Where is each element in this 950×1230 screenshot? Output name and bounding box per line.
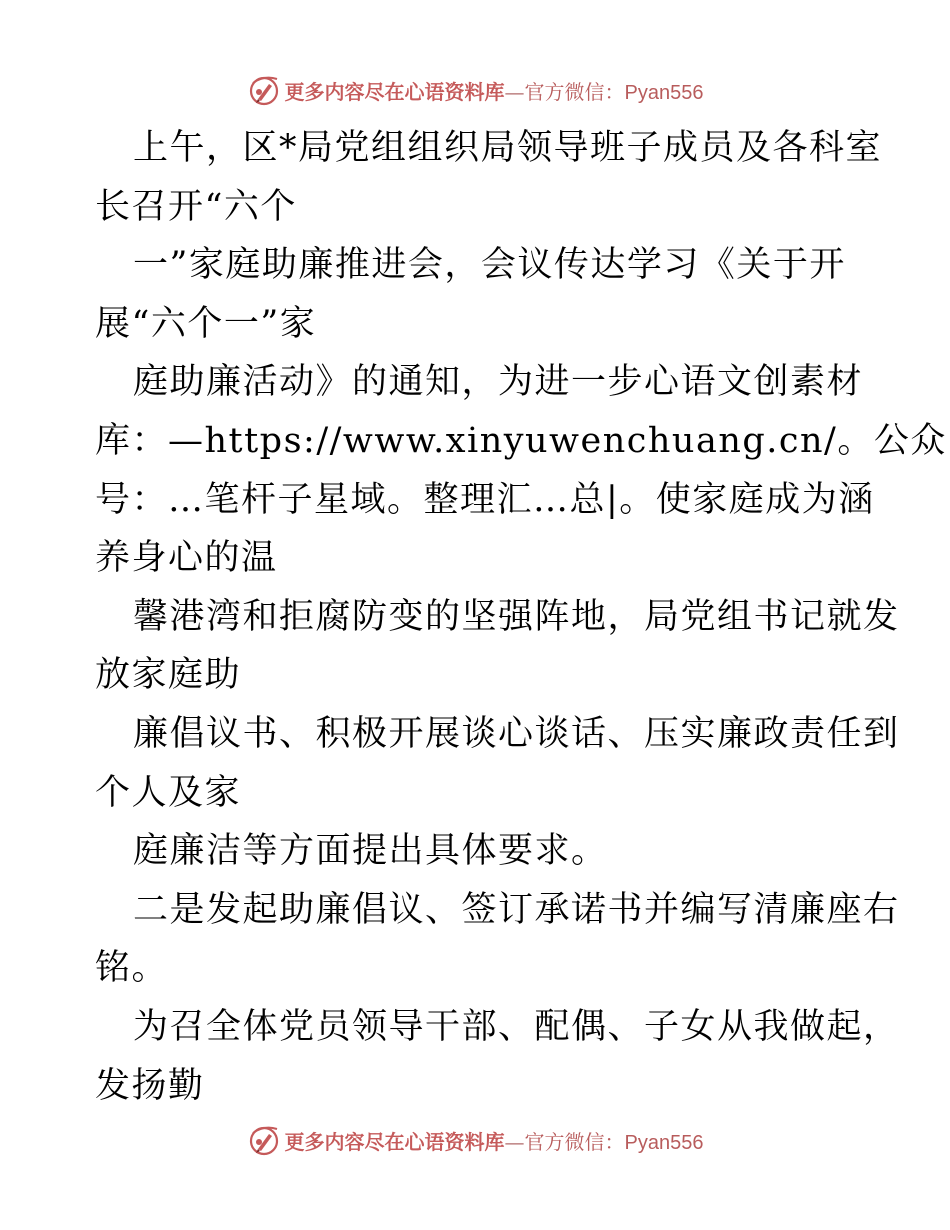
watermark-separator: — <box>504 1129 525 1154</box>
watermark-wechat-label: 官方微信： <box>524 1129 625 1154</box>
text-line: 发扬勤 <box>95 1065 205 1106</box>
text-line: 二是发起助廉倡议、签订承诺书并编写清廉座右 <box>133 889 900 930</box>
text-line: 养身心的温 <box>95 538 278 579</box>
quill-pen-circle-logo-icon <box>247 1123 281 1157</box>
text-line: 为召全体党员领导干部、配偶、子女从我做起， <box>133 1006 900 1047</box>
header-watermark-text <box>285 76 704 105</box>
text-line: 铭。 <box>95 948 169 989</box>
text-line: 放家庭助 <box>95 655 242 696</box>
watermark-separator: — <box>504 79 525 104</box>
text-line: 庭廉洁等方面提出具体要求。 <box>133 831 608 872</box>
text-line: 号：…笔杆子星域。整理汇…总|。使家庭成为涵 <box>95 479 875 520</box>
text-line: 个人及家 <box>95 772 242 813</box>
text-line: 一”家庭助廉推进会，会议传达学习《关于开 <box>133 245 846 286</box>
text-line: 长召开“六个 <box>95 186 297 227</box>
text-line: 库：—https://www.xinyuwenchuang.cn/。公众 <box>95 420 947 461</box>
header-watermark-banner <box>0 70 950 110</box>
document-body <box>95 119 947 1115</box>
text-line: 馨港湾和拒腐防变的坚强阵地，局党组书记就发 <box>133 596 900 637</box>
footer-watermark-text <box>285 1126 704 1155</box>
footer-watermark-banner <box>0 1120 950 1160</box>
text-line: 展“六个一”家 <box>95 303 317 344</box>
watermark-wechat-label: 官方微信： <box>524 79 625 104</box>
watermark-wechat-id: Pyan556 <box>624 1131 704 1154</box>
quill-pen-circle-logo-icon <box>247 73 281 107</box>
watermark-main-text: 更多内容尽在心语资料库 <box>284 79 505 104</box>
text-line: 上午，区*局党组组织局领导班子成员及各科室 <box>133 128 883 168</box>
watermark-main-text: 更多内容尽在心语资料库 <box>284 1129 505 1154</box>
text-line: 庭助廉活动》的通知，为进一步心语文创素材 <box>133 362 864 403</box>
text-line: 廉倡议书、积极开展谈心谈话、压实廉政责任到 <box>133 713 900 754</box>
watermark-wechat-id: Pyan556 <box>624 81 704 104</box>
